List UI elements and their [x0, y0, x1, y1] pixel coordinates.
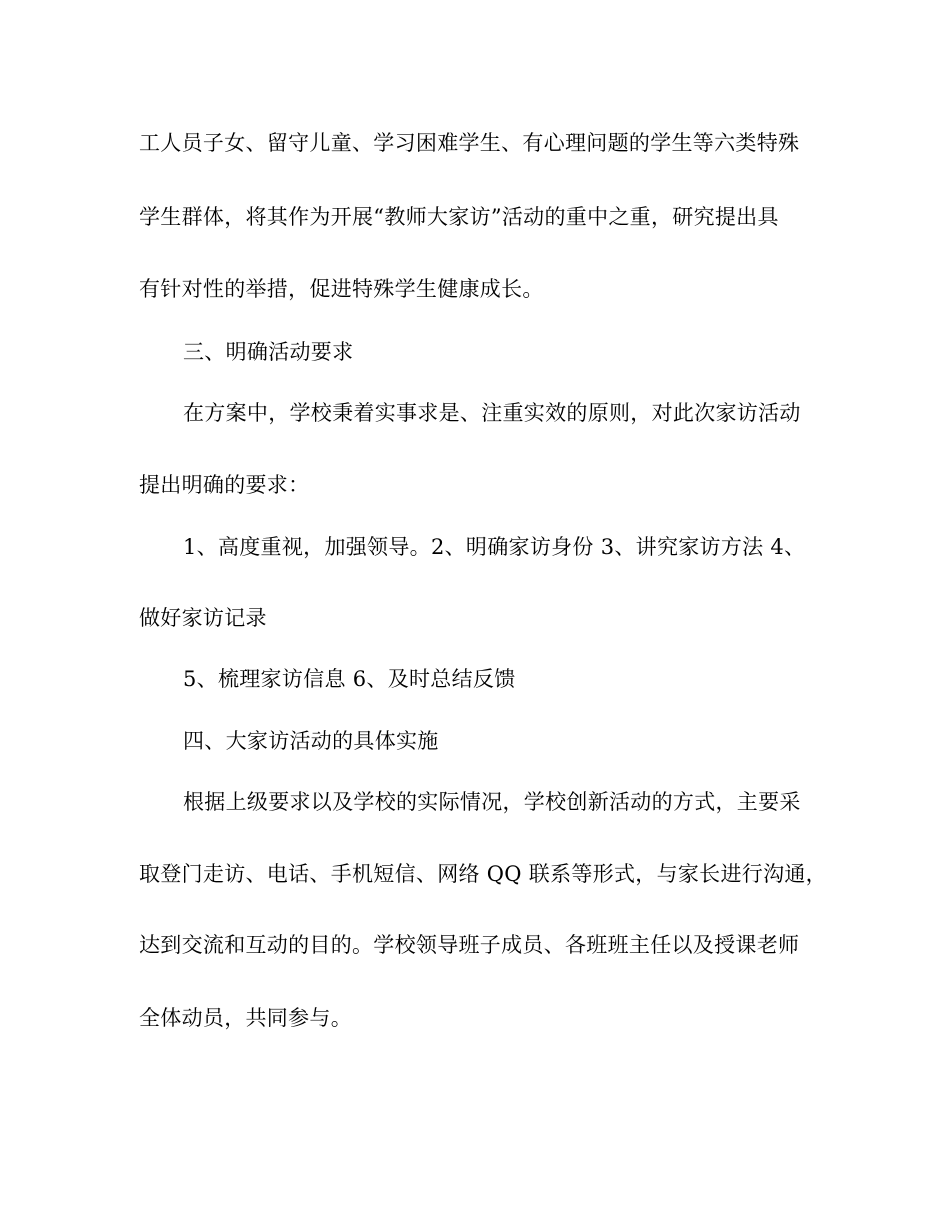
list-line: 1、高度重视，加强领导。2、明确家访身份 3、讲究家访方法 4、: [183, 535, 806, 559]
paragraph-line: 学生群体，将其作为开展“教师大家访”活动的重中之重，研究提出具: [139, 205, 779, 229]
section-heading: 四、大家访活动的具体实施: [183, 729, 439, 753]
paragraph-line: 工人员子女、留守儿童、学习困难学生、有心理问题的学生等六类特殊: [139, 131, 800, 155]
list-line: 5、梳理家访信息 6、及时总结反馈: [183, 667, 516, 691]
paragraph-line: 在方案中，学校秉着实事求是、注重实效的原则，对此次家访活动: [183, 401, 801, 425]
paragraph-line: 根据上级要求以及学校的实际情况，学校创新活动的方式，主要采: [183, 790, 801, 814]
paragraph-line: 全体动员，共同参与。: [139, 1006, 352, 1030]
paragraph-line: 取登门走访、电话、手机短信、网络 QQ 联系等形式，与家长进行沟通，: [139, 862, 827, 886]
paragraph-line: 达到交流和互动的目的。学校领导班子成员、各班班主任以及授课老师: [139, 933, 800, 957]
section-heading: 三、明确活动要求: [183, 340, 354, 364]
paragraph-line: 提出明确的要求：: [139, 473, 310, 497]
paragraph-line: 有针对性的举措，促进特殊学生健康成长。: [139, 277, 544, 301]
list-line: 做好家访记录: [139, 606, 267, 630]
